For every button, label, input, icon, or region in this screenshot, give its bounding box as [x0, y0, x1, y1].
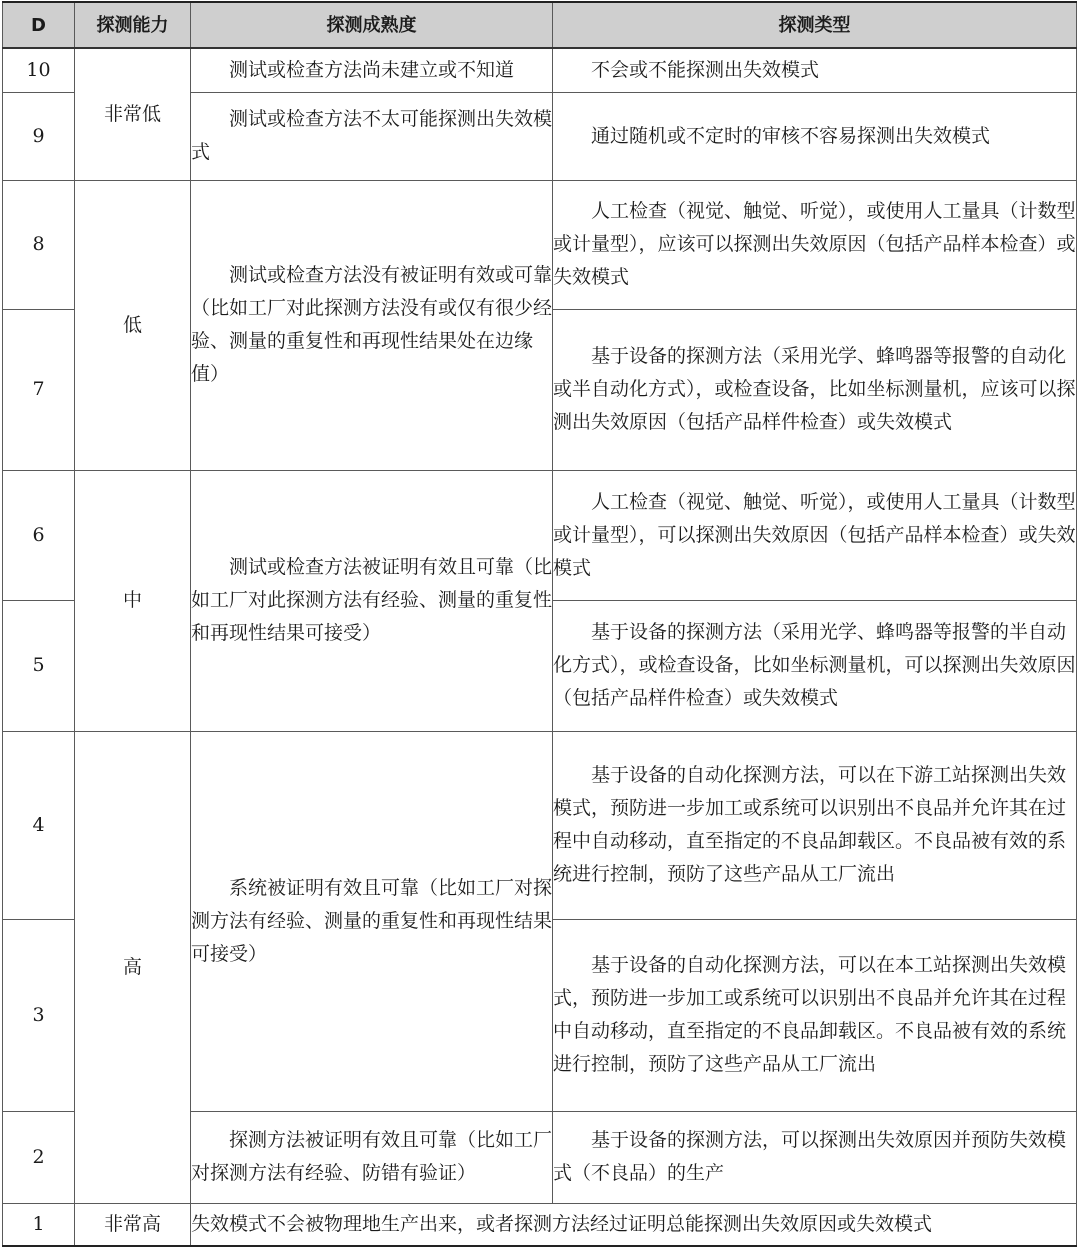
maturity-type-merged-cell: 失效模式不会被物理地生产出来，或者探测方法经过证明总能探测出失效原因或失效模式: [191, 1203, 1077, 1246]
header-maturity: 探测成熟度: [191, 2, 553, 48]
d-value: 6: [3, 470, 75, 600]
table-header-row: [3, 2, 1077, 48]
d-value: 5: [3, 600, 75, 731]
d-value: 7: [3, 309, 75, 470]
d-value: 8: [3, 180, 75, 309]
table-row: [3, 1203, 1077, 1246]
table-row: [3, 48, 1077, 92]
table-row: [3, 470, 1077, 600]
detection-rating-table: [2, 1, 1077, 1247]
d-value: 2: [3, 1111, 75, 1203]
maturity-cell: 测试或检查方法被证明有效且可靠（比如工厂对此探测方法有经验、测量的重复性和再现性结果可接受）: [191, 470, 553, 731]
d-value: 10: [3, 48, 75, 92]
table-row: [3, 731, 1077, 919]
header-d: D: [3, 2, 75, 48]
type-cell: 基于设备的自动化探测方法，可以在本工站探测出失效模式，预防进一步加工或系统可以识别出不良品并允许其在过程中自动移动，直至指定的不良品卸载区。不良品被有效的系统进行控制，预防了这些产品从工厂流出: [553, 919, 1077, 1111]
d-value: 1: [3, 1203, 75, 1246]
type-cell: 人工检查（视觉、触觉、听觉），或使用人工量具（计数型或计量型），可以探测出失效原因（包括产品样本检查）或失效模式: [553, 470, 1077, 600]
capability-very-low: 非常低: [75, 48, 191, 180]
type-cell: 基于设备的探测方法（采用光学、蜂鸣器等报警的自动化或半自动化方式），或检查设备，比如坐标测量机，应该可以探测出失效原因（包括产品样件检查）或失效模式: [553, 309, 1077, 470]
capability-high: 高: [75, 731, 191, 1203]
maturity-cell: 系统被证明有效且可靠（比如工厂对探测方法有经验、测量的重复性和再现性结果可接受）: [191, 731, 553, 1111]
maturity-cell: 探测方法被证明有效且可靠（比如工厂对探测方法有经验、防错有验证）: [191, 1111, 553, 1203]
capability-very-high: 非常高: [75, 1203, 191, 1246]
type-cell: 通过随机或不定时的审核不容易探测出失效模式: [553, 92, 1077, 180]
type-cell: 不会或不能探测出失效模式: [553, 48, 1077, 92]
table-row: [3, 180, 1077, 309]
d-value: 9: [3, 92, 75, 180]
type-cell: 基于设备的探测方法，可以探测出失效原因并预防失效模式（不良品）的生产: [553, 1111, 1077, 1203]
d-value: 4: [3, 731, 75, 919]
capability-medium: 中: [75, 470, 191, 731]
type-cell: 人工检查（视觉、触觉、听觉），或使用人工量具（计数型或计量型），应该可以探测出失效原因（包括产品样本检查）或失效模式: [553, 180, 1077, 309]
header-capability: 探测能力: [75, 2, 191, 48]
header-type: 探测类型: [553, 2, 1077, 48]
capability-low: 低: [75, 180, 191, 470]
d-value: 3: [3, 919, 75, 1111]
maturity-cell: 测试或检查方法尚未建立或不知道: [191, 48, 553, 92]
type-cell: 基于设备的自动化探测方法，可以在下游工站探测出失效模式，预防进一步加工或系统可以识别出不良品并允许其在过程中自动移动，直至指定的不良品卸载区。不良品被有效的系统进行控制，预防了这些产品从工厂流出: [553, 731, 1077, 919]
type-cell: 基于设备的探测方法（采用光学、蜂鸣器等报警的半自动化方式），或检查设备，比如坐标测量机，可以探测出失效原因（包括产品样件检查）或失效模式: [553, 600, 1077, 731]
maturity-cell: 测试或检查方法没有被证明有效或可靠（比如工厂对此探测方法没有或仅有很少经验、测量的重复性和再现性结果处在边缘值）: [191, 180, 553, 470]
maturity-cell: 测试或检查方法不太可能探测出失效模式: [191, 92, 553, 180]
